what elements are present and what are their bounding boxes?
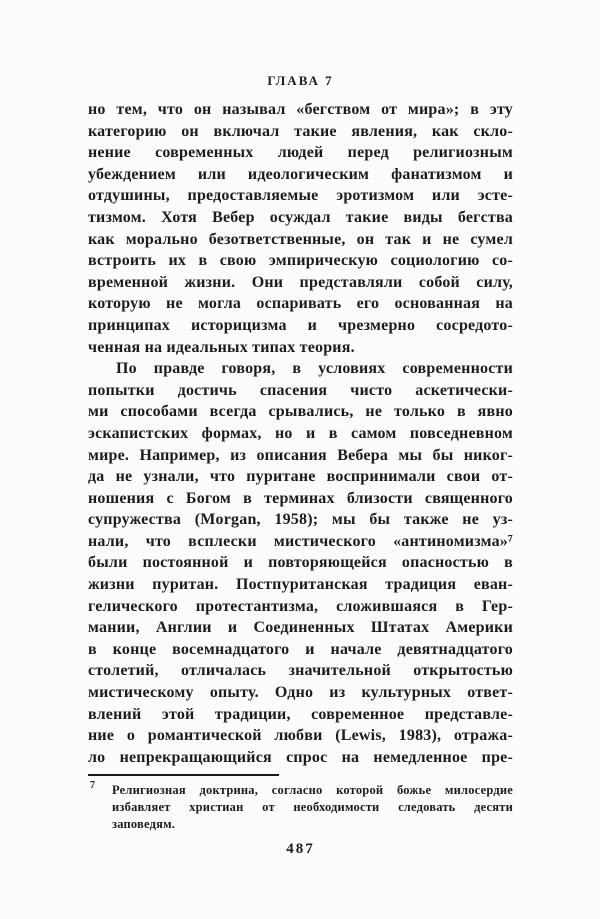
text-line: ношения с Богом в терминах близости священного [88, 489, 513, 507]
text-line: ченная на идеальных типах теория. [88, 338, 355, 356]
text-line: столетий, отличалась значительной открытостью [88, 662, 513, 680]
text-line: мистическому опыту. Одно из культурных ответ- [88, 684, 513, 702]
text-line: жизни пуритан. Постпуританская традиция еван- [88, 576, 513, 594]
text-line: заповедям. [112, 817, 176, 831]
text-line: тизмом. Хотя Вебер осуждал такие виды бегства [88, 208, 513, 226]
text-line: ми способами всегда срывались, не только в явно [88, 403, 513, 421]
text-line: как морально безответственные, он так и не сумел [88, 230, 513, 248]
text-line: мании, Англии и Соединенных Штатах Америки [88, 619, 513, 637]
text-line: ние о романтической любви (Lewis, 1983), отража- [88, 727, 513, 745]
text-line: избавляет христиан от необходимости следовать десяти [112, 800, 513, 814]
text-line: но тем, что он называл «бегством от мира»; в эту [88, 101, 513, 118]
text-line: принципах историцизма и чрезмерно сосредото- [88, 316, 513, 334]
text-line: ло непрекращающийся спрос на немедленное пре- [88, 748, 513, 766]
text-line: нение современных людей перед религиозным [88, 144, 513, 162]
footnote [88, 782, 513, 833]
text-line: в конце восемнадцатого и начале девятнадцатого [88, 640, 513, 658]
text-line: встроить их в свою эмпирическую социологию со- [88, 252, 513, 270]
text-line: были постоянной и повторяющейся опасностью в [88, 554, 513, 572]
footnote-text [88, 782, 513, 833]
body-text [88, 99, 513, 768]
footnote-marker: 7 [90, 780, 95, 791]
text-line: категорию он включал такие явления, как скло- [88, 122, 513, 140]
text-line: которую не могла оспаривать его основанная на [88, 295, 513, 313]
text-line: убеждением или идеологическим фанатизмом и [88, 165, 513, 183]
text-line: временной жизни. Они представляли собой силу, [88, 273, 513, 291]
text-line: нали, что всплески мистического «антиномизма»⁷ [88, 532, 513, 550]
text-line: мире. Например, из описания Вебера мы бы никог- [88, 446, 513, 464]
text-line: супружества (Morgan, 1958); мы бы также не уз- [88, 511, 513, 529]
footnote-divider [88, 774, 279, 776]
text-line: отдушины, предоставляемые эротизмом или эсте- [88, 187, 513, 205]
page-number: 487 [286, 841, 315, 857]
text-line: По правде говоря, в условиях современности [116, 360, 513, 378]
text-line: попытки достичь спасения чисто аскетически- [88, 381, 513, 399]
text-line: гелического протестантизма, сложившаяся в Гер- [88, 597, 513, 615]
text-line: Религиозная доктрина, согласно которой божье милосердие [112, 783, 513, 797]
text-line: влений этой традиции, современное представле- [88, 705, 513, 723]
chapter-header: ГЛАВА 7 [267, 73, 334, 88]
text-line: эскапистских формах, но и в самом повседневном [88, 424, 513, 442]
text-line: да не узнали, что пуритане воспринимали свои от- [88, 468, 513, 486]
